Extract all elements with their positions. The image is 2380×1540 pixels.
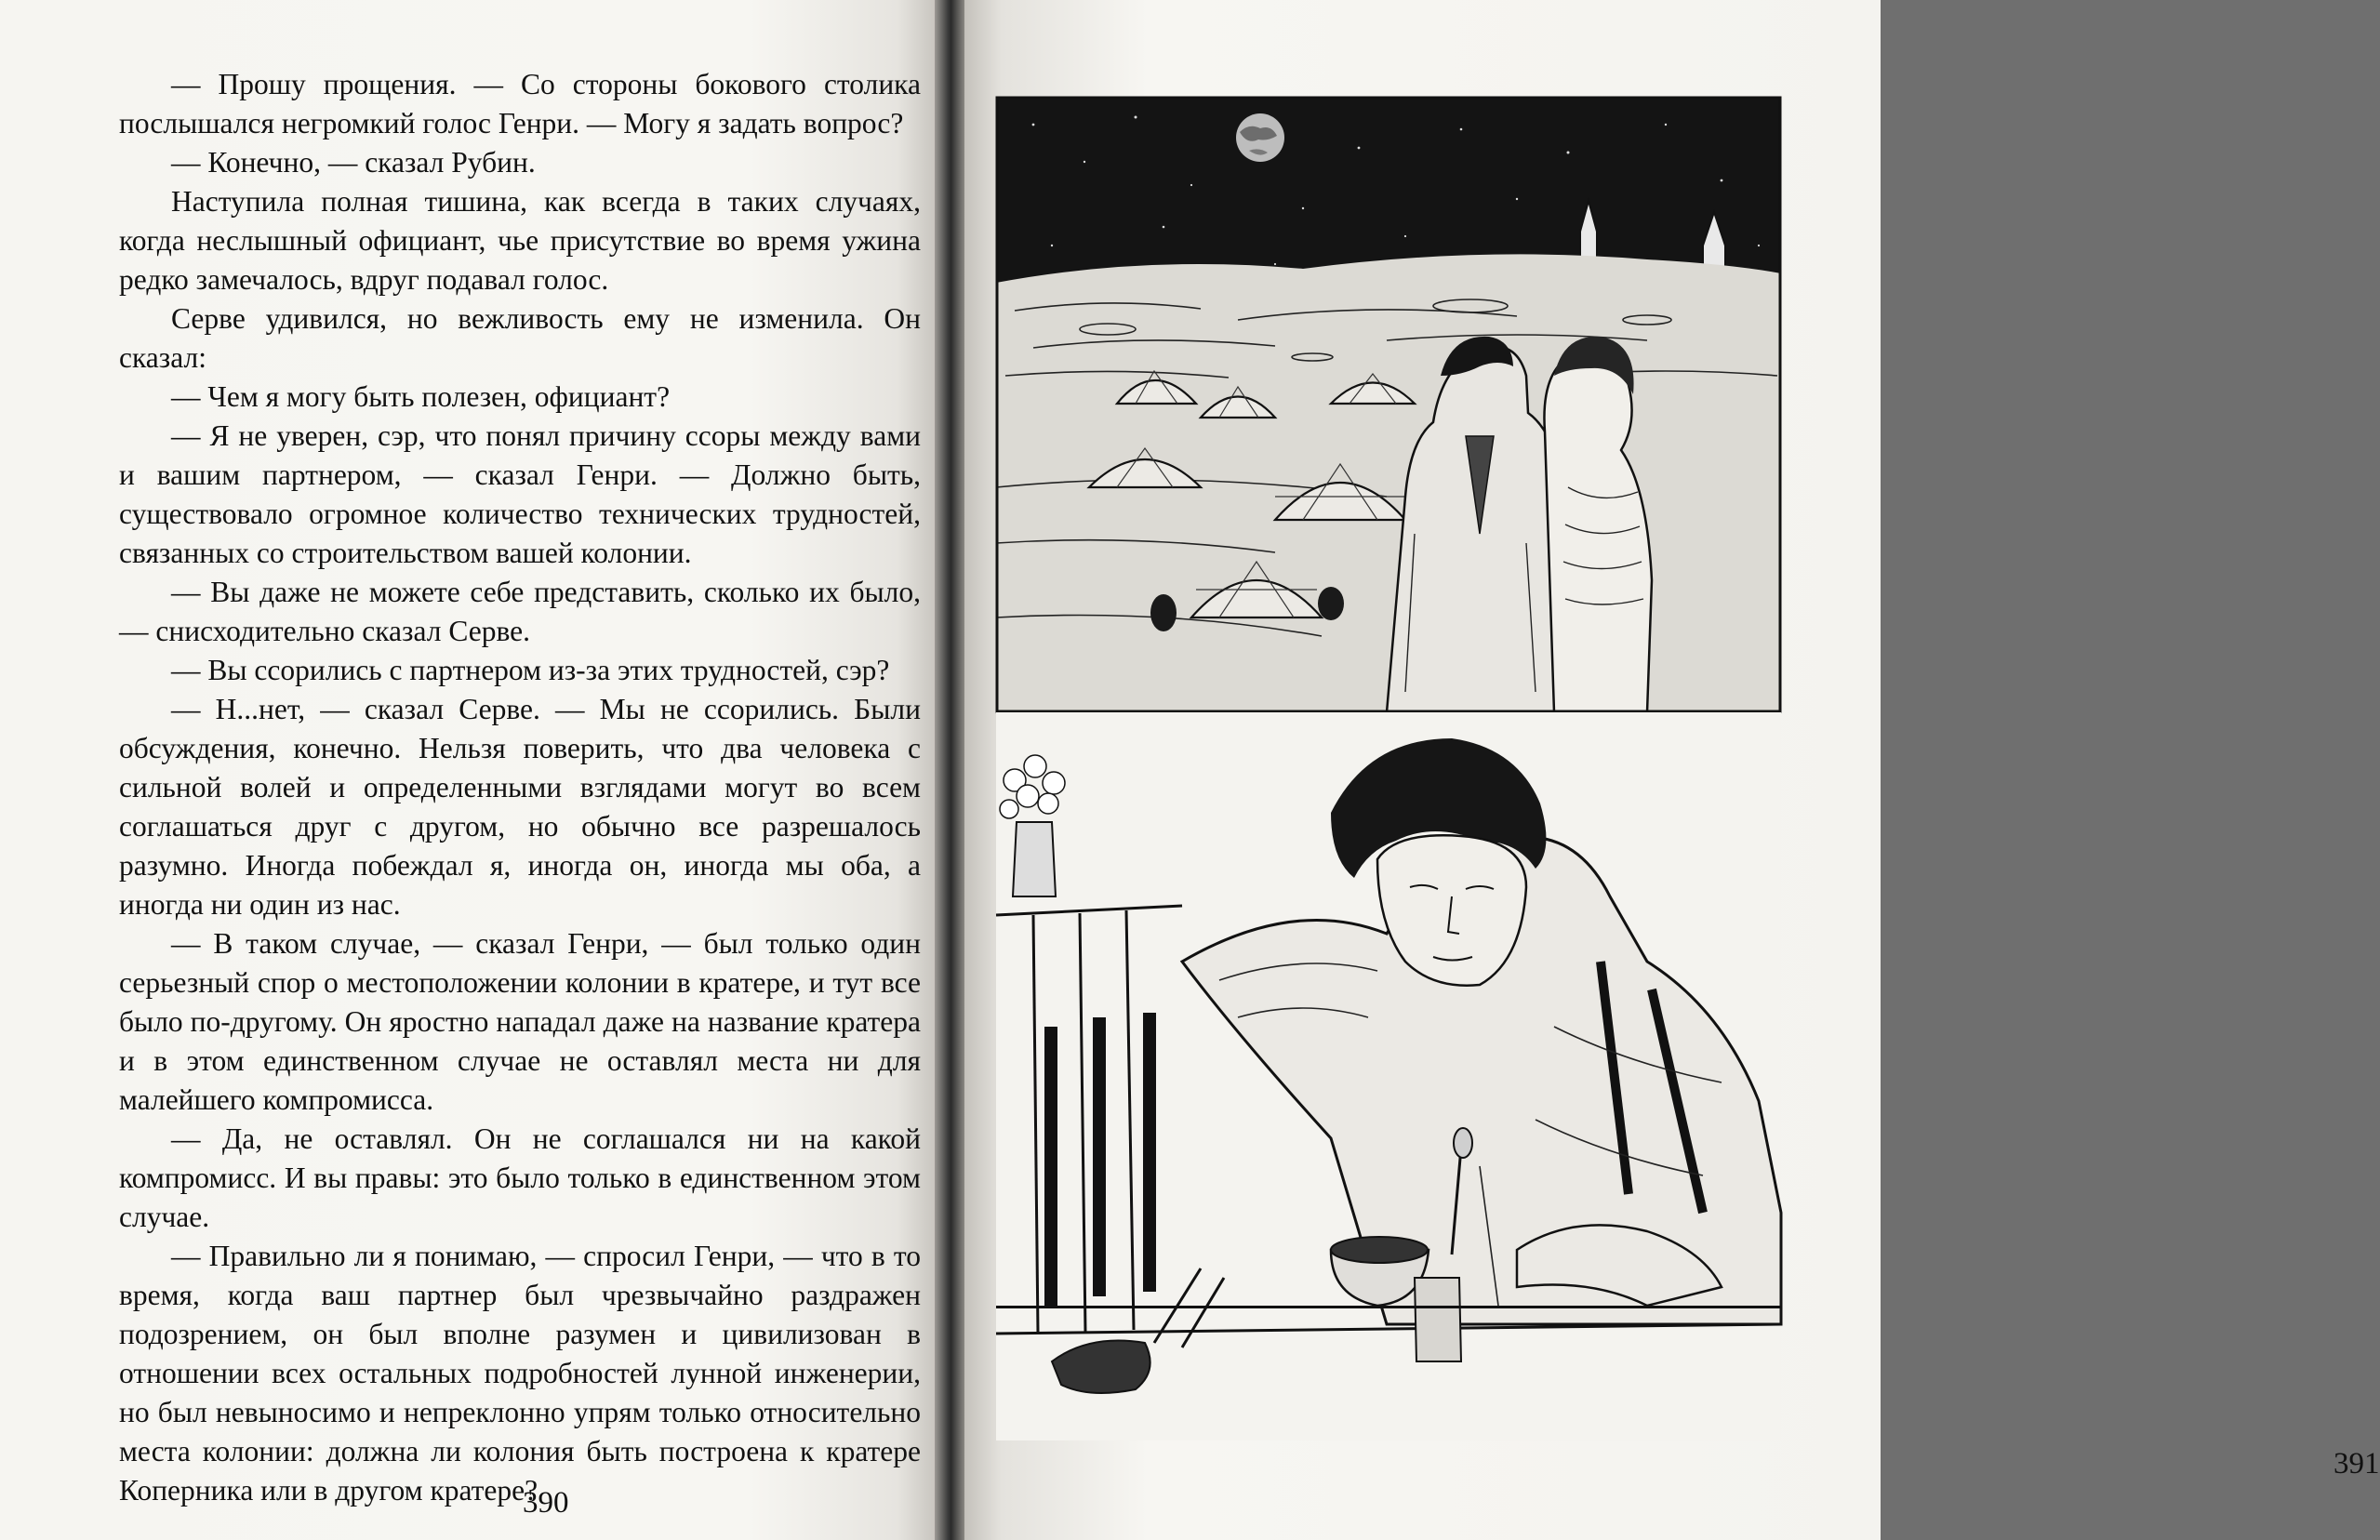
illustration-svg (996, 97, 1781, 1440)
paragraph: — В таком случае, — сказал Генри, — был только один серьезный спор о местоположении колонии в кратере, и тут все было по-другому. Он яростно нападал даже на название кратера и в этом единственном случае не оставлял места ни для малейшего компромисса. (119, 927, 921, 1116)
body-text (119, 65, 921, 1510)
lunar-scene-panel (996, 97, 1781, 712)
paragraph: — Правильно ли я понимаю, — спросил Генри, — что в то время, когда ваш партнер был чрезвычайно раздражен подозрением, он был вполне разумен и цивилизован в отношении всех остальных подробностей лунной инженерии, но был невыносимо и непреклонно упрям только относительно места колонии: должна ли колония быть построена к кратере Коперника или в другом кратере? (119, 1240, 921, 1507)
paragraph: — Да, не оставлял. Он не соглашался ни на какой компромисс. И вы правы: это было только в единственном этом случае. (119, 1122, 921, 1233)
paragraph: Наступила полная тишина, как всегда в таких случаях, когда неслышный официант, чье присутствие во время ужина редко замечалось, вдруг подавал голос. (119, 185, 921, 296)
left-page (0, 0, 935, 1540)
paragraph: — Я не уверен, сэр, что понял причину ссоры между вами и вашим партнером, — сказал Генри. — Должно быть, существовало огромное количество технических трудностей, связанных со строительством вашей колонии. (119, 419, 921, 569)
paragraph: — Вы даже не можете себе представить, сколько их было, — снисходительно сказал Серве. (119, 576, 921, 647)
paragraph: — Н...нет, — сказал Серве. — Мы не ссорились. Были обсуждения, конечно. Нельзя поверить, что два человека с сильной волей и определенными взглядами могут во всем соглашаться друг с другом, но обычно все разрешалось разумно. Иногда побеждал я, иногда он, иногда мы оба, а иногда ни один из нас. (119, 693, 921, 921)
book-gutter (935, 0, 964, 1540)
paragraph: — Прошу прощения. — Со стороны бокового столика послышался негромкий голос Генри. — Могу я задать вопрос? (119, 68, 921, 139)
page-number: 390 (523, 1486, 569, 1520)
paragraph: — Вы ссорились с партнером из-за этих трудностей, сэр? (171, 654, 890, 686)
page-number: 391 (2333, 1447, 2380, 1480)
paragraph: — Чем я могу быть полезен, официант? (171, 380, 671, 413)
lunar-colony-illustration (996, 97, 1781, 1440)
paragraph: Серве удивился, но вежливость ему не изменила. Он сказал: (119, 302, 921, 374)
paragraph: — Конечно, — сказал Рубин. (171, 146, 536, 179)
young-man-scene (996, 712, 1781, 1440)
